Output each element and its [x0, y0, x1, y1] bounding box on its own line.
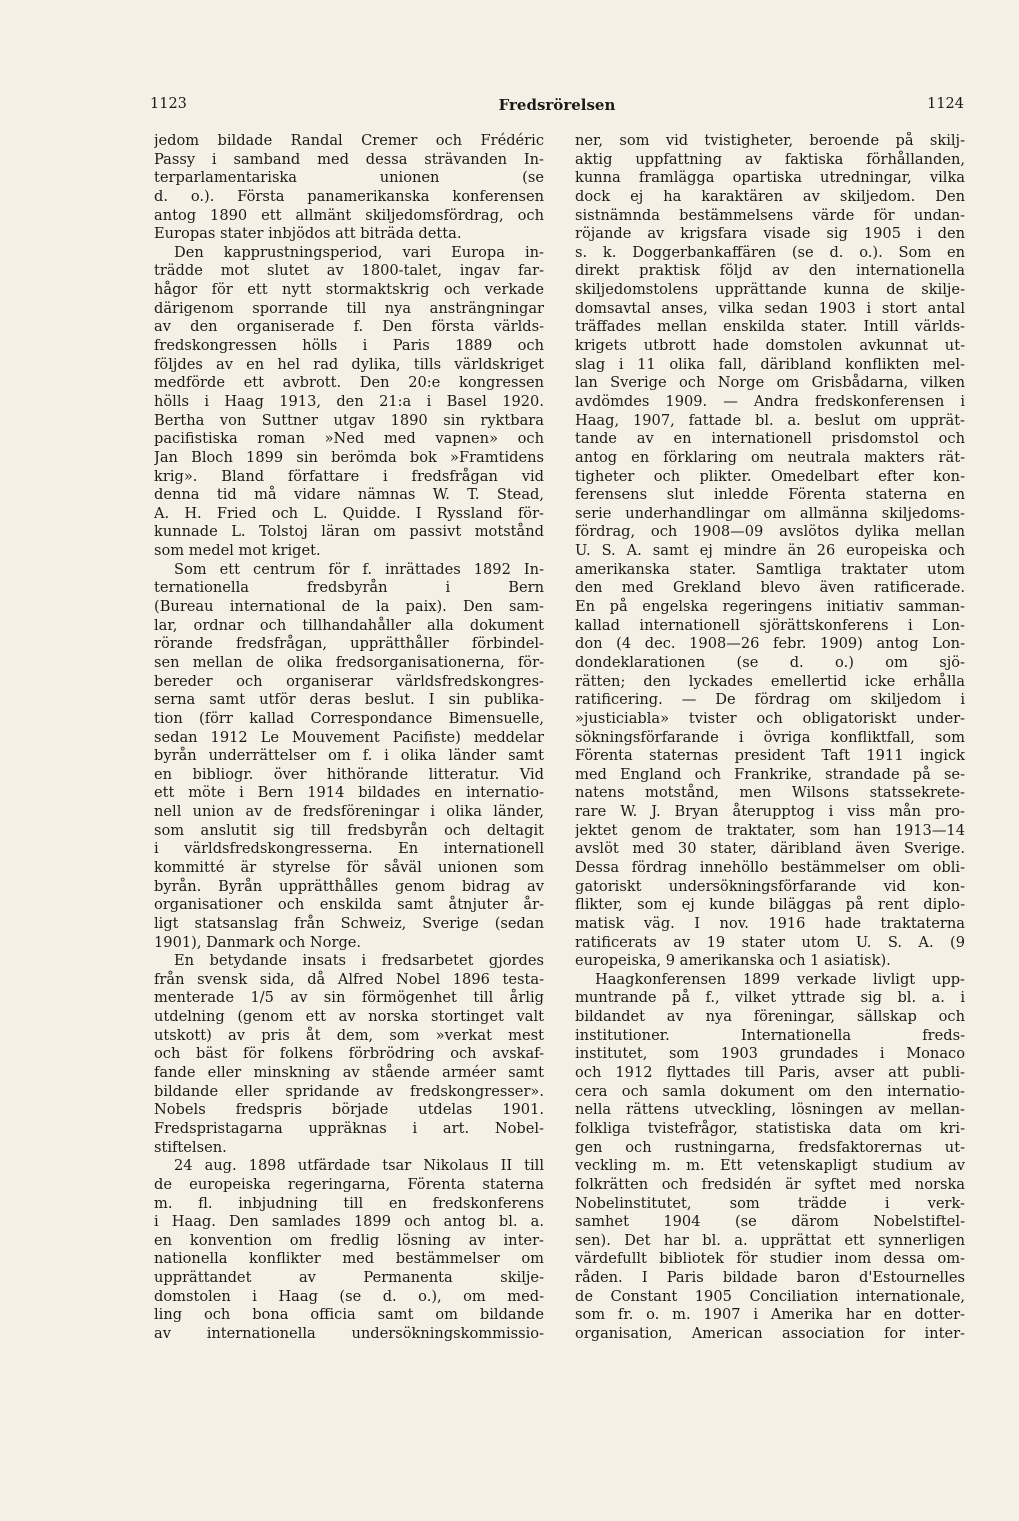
text-line: råden. I Paris bildade baron d'Estournelles [575, 1269, 965, 1287]
text-line: de Constant 1905 Conciliation internationale, [575, 1287, 965, 1305]
text-line: av den organiserade f. Den första världs- [154, 318, 544, 336]
text-line: »justiciabla» tvister och obligatoriskt under- [575, 709, 965, 727]
text-line: ratificerats av 19 stater utom U. S. A. (9 [575, 933, 965, 951]
text-line: veckling m. m. Ett vetenskapligt studium av [575, 1157, 965, 1175]
text-line: muntrande på f., vilket yttrade sig bl. a. i [575, 989, 965, 1007]
text-line: s. k. Doggerbankaffären (se d. o.). Som en [575, 243, 965, 261]
text-line: jedom bildade Randal Cremer och Frédéric [154, 132, 544, 149]
text-line: kallad internationell sjörättskonferens i Lon- [575, 616, 965, 634]
text-line: tigheter och plikter. Omedelbart efter kon- [575, 467, 965, 485]
text-line: byrån. Byrån upprätthålles genom bidrag av [154, 877, 544, 895]
text-line: nella rättens utveckling, lösningen av mellan- [575, 1101, 965, 1119]
text-line: kunnade L. Tolstoj läran om passivt motstånd [154, 523, 544, 541]
text-line: don (4 dec. 1908—26 febr. 1909) antog Lon- [575, 635, 965, 653]
text-line: institutioner. Internationella freds- [575, 1026, 965, 1044]
text-line: serna samt utför deras beslut. I sin publika- [154, 691, 544, 709]
text-line: m. fl. inbjudning till en fredskonferens [154, 1194, 544, 1212]
text-line: sökningsförfarande i övriga konfliktfall, som [575, 728, 965, 746]
text-line: som fr. o. m. 1907 i Amerika har en dotter- [575, 1306, 965, 1324]
text-line: ett möte i Bern 1914 bildades en internatio- [154, 784, 544, 802]
text-line: lar, ordnar och tillhandahåller alla dokument [154, 616, 544, 634]
text-line: samhet 1904 (se därom Nobelstiftel- [575, 1213, 965, 1231]
text-line: ratificering. — De fördrag om skiljedom i [575, 691, 965, 709]
text-line: avslöt med 30 stater, däribland även Sverige. [575, 840, 965, 858]
text-line: folkrätten och fredsidén är syftet med norska [575, 1175, 965, 1193]
text-line: de europeiska regeringarna, Förenta staterna [154, 1175, 544, 1193]
text-line: d. o.). Första panamerikanska konferensen [154, 187, 544, 205]
text-line: sen). Det har bl. a. upprättat ett synnerligen [575, 1231, 965, 1249]
text-line: av internationella undersökningskommissio- [154, 1325, 544, 1342]
text-line: cera och samla dokument om den internatio- [575, 1082, 965, 1100]
text-line: terparlamentariska unionen (se [154, 169, 544, 187]
text-line: följdes av en hel rad dylika, tills världskriget [154, 355, 544, 373]
text-line: skiljedomstolens upprättande kunna de skilje- [575, 281, 965, 299]
text-line: Haagkonferensen 1899 verkade livligt upp- [595, 970, 965, 988]
text-line: Förenta staternas president Taft 1911 ingick [575, 747, 965, 765]
text-line: i Haag. Den samlades 1899 och antog bl. a. [154, 1213, 544, 1231]
text-line: U. S. A. samt ej mindre än 26 europeiska och [575, 542, 965, 560]
page-header [150, 96, 964, 120]
text-line: tion (förr kallad Correspondance Bimensuelle, [154, 709, 544, 727]
text-line: nationella konflikter med bestämmelser om [154, 1250, 544, 1268]
text-line: Nobelinstitutet, som trädde i verk- [575, 1194, 965, 1212]
text-line: från svensk sida, då Alfred Nobel 1896 testa- [154, 970, 544, 988]
text-line: och bäst för folkens förbrödring och avskaf- [154, 1045, 544, 1063]
text-line: institutet, som 1903 grundades i Monaco [575, 1045, 965, 1063]
text-line: domsavtal anses, vilka sedan 1903 i stort antal [575, 299, 965, 317]
text-line: (Bureau international de la paix). Den sam- [154, 598, 544, 616]
text-line: folkliga tvistefrågor, statistiska data om kri- [575, 1119, 965, 1137]
text-line: krigets utbrott hade domstolen avkunnat ut- [575, 337, 965, 355]
text-line: stiftelsen. [154, 1138, 227, 1156]
text-line: ling och bona officia samt om bildande [154, 1306, 544, 1324]
text-line: Passy i samband med dessa strävanden In- [154, 150, 544, 168]
text-line: En på engelska regeringens initiativ samman- [575, 598, 965, 616]
text-line: ner, som vid tvistigheter, beroende på skilj- [575, 132, 965, 149]
page-number-right: 1124 [927, 96, 964, 112]
text-line: medförde ett avbrott. Den 20:e kongressen [154, 374, 544, 392]
text-line: aktig uppfattning av faktiska förhållanden, [575, 150, 965, 168]
text-line: fredskongressen hölls i Paris 1889 och [154, 337, 544, 355]
text-line: gatoriskt undersökningsförfarande vid kon- [575, 877, 965, 895]
text-line: utskott) av pris åt dem, som »verkat mest [154, 1026, 544, 1044]
text-line: därigenom sporrande till nya ansträngningar [154, 299, 544, 317]
text-line: organisation, American association for inter- [575, 1325, 965, 1342]
text-line: Europas stater inbjödos att biträda detta. [154, 225, 462, 243]
text-line: nell union av de fredsföreningar i olika länder, [154, 803, 544, 821]
text-line: pacifistiska roman »Ned med vapnen» och [154, 430, 544, 448]
text-line: En betydande insats i fredsarbetet gjordes [174, 952, 544, 970]
text-line: i världsfredskongresserna. En internationell [154, 840, 544, 858]
text-line: som anslutit sig till fredsbyrån och deltagit [154, 821, 544, 839]
text-line: Dessa fördrag innehöllo bestämmelser om obli- [575, 858, 965, 876]
text-line: Jan Bloch 1899 sin berömda bok »Framtidens [154, 448, 544, 466]
text-line: europeiska, 9 amerikanska och 1 asiatisk). [575, 952, 891, 970]
text-line: sistnämnda bestämmelsens värde för undan- [575, 206, 965, 224]
text-line: utdelning (genom ett av norska stortinget valt [154, 1008, 544, 1026]
text-line: sedan 1912 Le Mouvement Pacifiste) meddelar [154, 728, 544, 746]
text-line: tande av en internationell prisdomstol och [575, 430, 965, 448]
left-column [154, 132, 544, 1372]
text-line: slag i 11 olika fall, däribland konflikten mel- [575, 355, 965, 373]
text-line: kommitté är styrelse för såväl unionen som [154, 858, 544, 876]
text-line: fande eller minskning av stående arméer samt [154, 1064, 544, 1082]
text-line: som medel mot kriget. [154, 542, 321, 560]
text-line: dondeklarationen (se d. o.) om sjö- [575, 653, 965, 671]
text-line: med England och Frankrike, strandade på se- [575, 765, 965, 783]
text-line: sen mellan de olika fredsorganisationerna, för- [154, 653, 544, 671]
text-line: gen och rustningarna, fredsfaktorernas ut- [575, 1138, 965, 1156]
text-line: serie underhandlingar om allmänna skiljedoms- [575, 504, 965, 522]
text-line: krig». Bland författare i fredsfrågan vid [154, 467, 544, 485]
text-line: bereder och organiserar världsfredskongres- [154, 672, 544, 690]
text-line: Den kapprustningsperiod, vari Europa in- [174, 243, 544, 261]
text-line: och 1912 flyttades till Paris, avser att publi- [575, 1064, 965, 1082]
text-line: den med Grekland blevo även ratificerade. [575, 579, 965, 597]
text-line: antog 1890 ett allmänt skiljedomsfördrag, och [154, 206, 544, 224]
text-line: amerikanska stater. Samtliga traktater utom [575, 560, 965, 578]
text-line: värdefullt bibliotek för studier inom dessa om- [575, 1250, 965, 1268]
text-line: organisationer och enskilda samt åtnjuter år- [154, 896, 544, 914]
text-line: hölls i Haag 1913, den 21:a i Basel 1920. [154, 392, 544, 410]
text-line: bildandet av nya föreningar, sällskap och [575, 1008, 965, 1026]
text-line: fördrag, och 1908—09 avslötos dylika mellan [575, 523, 965, 541]
text-line: avdömdes 1909. — Andra fredskonferensen i [575, 392, 965, 410]
text-line: A. H. Fried och L. Quidde. I Ryssland för- [154, 504, 544, 522]
text-line: bildande eller spridande av fredskongresser». [154, 1082, 544, 1100]
text-line: antog en förklaring om neutrala makters rät- [575, 448, 965, 466]
text-line: menterade 1/5 av sin förmögenhet till årlig [154, 989, 544, 1007]
text-line: röjande av krigsfara visade sig 1905 i den [575, 225, 965, 243]
text-line: Fredspristagarna uppräknas i art. Nobel- [154, 1119, 544, 1137]
text-line: Som ett centrum för f. inrättades 1892 In- [174, 560, 544, 578]
text-line: 1901), Danmark och Norge. [154, 933, 362, 951]
text-line: Bertha von Suttner utgav 1890 sin ryktbara [154, 411, 544, 429]
text-line: upprättandet av Permanenta skilje- [154, 1269, 544, 1287]
text-line: flikter, som ej kunde biläggas på rent diplo- [575, 896, 965, 914]
text-line: natens motstånd, men Wilsons statssekrete- [575, 784, 965, 802]
text-line: jektet genom de traktater, som han 1913—14 [575, 821, 965, 839]
running-title: Fredsrörelsen [498, 96, 616, 114]
text-line: Nobels fredspris började utdelas 1901. [154, 1101, 544, 1119]
text-line: en bibliogr. över hithörande litteratur. Vid [154, 765, 544, 783]
text-line: byrån underrättelser om f. i olika länder samt [154, 747, 544, 765]
text-line: hågor för ett nytt stormaktskrig och verkade [154, 281, 544, 299]
text-line: rätten; den lyckades emellertid icke erhålla [575, 672, 965, 690]
text-line: rare W. J. Bryan återupptog i viss mån pro- [575, 803, 965, 821]
text-line: 24 aug. 1898 utfärdade tsar Nikolaus II till [174, 1157, 544, 1175]
text-line: ligt statsanslag från Schweiz, Sverige (sedan [154, 914, 544, 932]
text-line: ferensens slut inledde Förenta staterna en [575, 486, 965, 504]
text-line: Haag, 1907, fattade bl. a. beslut om upprät- [575, 411, 965, 429]
text-line: träffades mellan enskilda stater. Intill världs- [575, 318, 965, 336]
text-line: lan Sverige och Norge om Grisbådarna, vilken [575, 374, 965, 392]
text-line: trädde mot slutet av 1800-talet, ingav far- [154, 262, 544, 280]
page-number-left: 1123 [150, 96, 187, 112]
text-line: ternationella fredsbyrån i Bern [154, 579, 544, 597]
text-line: matisk väg. I nov. 1916 hade traktaterna [575, 914, 965, 932]
text-line: direkt praktisk följd av den internationella [575, 262, 965, 280]
right-column [575, 132, 965, 1372]
text-line: kunna framlägga opartiska utredningar, vilka [575, 169, 965, 187]
text-line: dock ej ha karaktären av skiljedom. Den [575, 187, 965, 205]
text-line: en konvention om fredlig lösning av inter- [154, 1231, 544, 1249]
text-line: rörande fredsfrågan, upprätthåller förbindel- [154, 635, 544, 653]
text-line: denna tid må vidare nämnas W. T. Stead, [154, 486, 544, 504]
text-line: domstolen i Haag (se d. o.), om med- [154, 1287, 544, 1305]
